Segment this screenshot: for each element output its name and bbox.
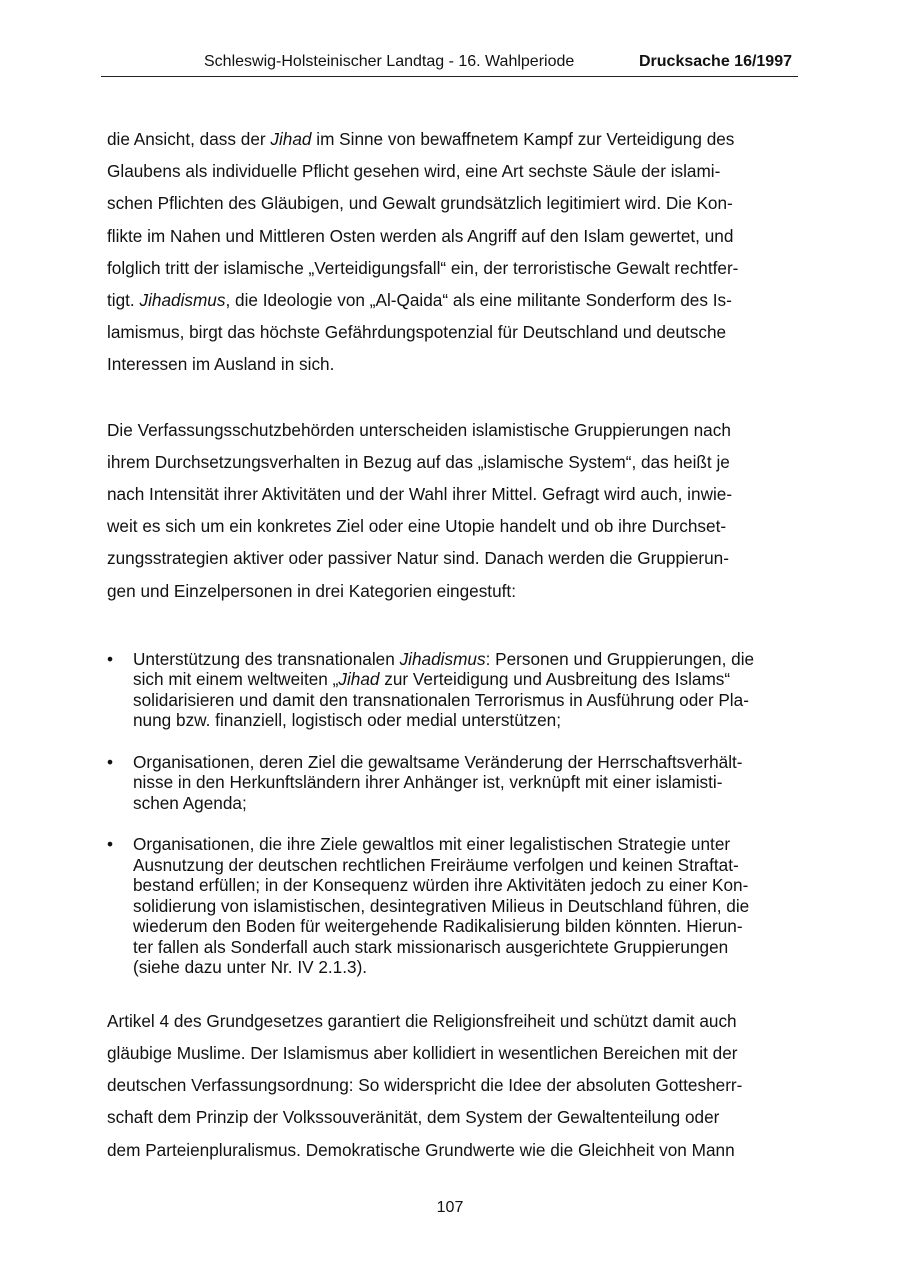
text-line: nisse in den Herkunftsländern ihrer Anhänger ist, verknüpft mit einer islamisti- [133, 772, 723, 793]
text-line: Ausnutzung der deutschen rechtlichen Freiräume verfolgen und keinen Straftat- [133, 854, 739, 875]
text-line: Organisationen, deren Ziel die gewaltsame Veränderung der Herrschaftsverhält- [133, 751, 743, 772]
text-line: schaft dem Prinzip der Volkssouveränität, dem System der Gewaltenteilung oder [107, 1107, 720, 1128]
bullet-icon: • [107, 751, 114, 772]
text-line: gen und Einzelpersonen in drei Kategorien eingestuft: [107, 580, 516, 601]
text-line: dem Parteienpluralismus. Demokratische Grundwerte wie die Gleichheit von Mann [107, 1139, 735, 1160]
text-line: Die Verfassungsschutzbehörden unterscheiden islamistische Gruppierungen nach [107, 419, 731, 440]
list-item [107, 649, 797, 731]
paragraph-jihad [107, 123, 797, 381]
paragraph-grundgesetz [107, 1005, 797, 1166]
text-line: (siehe dazu unter Nr. IV 2.1.3). [133, 957, 368, 978]
text-line: zungsstrategien aktiver oder passiver Natur sind. Danach werden die Gruppierun- [107, 548, 729, 569]
text-line: ihrem Durchsetzungsverhalten in Bezug auf das „islamische System“, das heißt je [107, 451, 730, 472]
list-item [107, 834, 797, 978]
text-line: lamismus, birgt das höchste Gefährdungspotenzial für Deutschland und deutsche [107, 322, 727, 343]
text-line: tigt. Jihadismus, die Ideologie von „Al-Qaida“ als eine militante Sonderform des Is- [107, 290, 732, 311]
text-line: weit es sich um ein konkretes Ziel oder eine Utopie handelt und ob ihre Durchset- [107, 516, 727, 537]
text-line: Interessen im Ausland in sich. [107, 354, 335, 375]
text-line: sich mit einem weltweiten „Jihad zur Verteidigung und Ausbreitung des Islams“ [133, 669, 731, 690]
page-body [107, 123, 797, 1166]
header-title: Schleswig-Holsteinischer Landtag - 16. Wahlperiode [204, 53, 575, 70]
text-line: gläubige Muslime. Der Islamismus aber kollidiert in wesentlichen Bereichen mit der [107, 1043, 738, 1064]
text-line: folglich tritt der islamische „Verteidigungsfall“ ein, der terroristische Gewalt rechtfer- [107, 257, 739, 278]
bullet-icon: • [107, 834, 114, 855]
text-line: flikte im Nahen und Mittleren Osten werden als Angriff auf den Islam gewertet, und [107, 225, 734, 246]
text-line: ter fallen als Sonderfall auch stark missionarisch ausgerichtete Gruppierungen [133, 936, 729, 957]
list-item [107, 752, 797, 814]
text-line: schen Pflichten des Gläubigen, und Gewalt grundsätzlich legitimiert wird. Die Kon- [107, 193, 733, 214]
text-line: die Ansicht, dass der Jihad im Sinne von bewaffnetem Kampf zur Verteidigung des [107, 129, 735, 149]
text-line: Artikel 4 des Grundgesetzes garantiert die Religionsfreiheit und schützt damit auch [107, 1010, 737, 1031]
text-line: solidierung von islamistischen, desintegrativen Milieus in Deutschland führen, die [133, 895, 750, 916]
text-line: solidarisieren und damit den transnationalen Terrorismus in Ausführung oder Pla- [133, 689, 749, 710]
text-line: Unterstützung des transnationalen Jihadismus: Personen und Gruppierungen, die [133, 648, 755, 669]
header-document-number: Drucksache 16/1997 [639, 53, 792, 70]
page-header [101, 52, 798, 77]
paragraph-categories [107, 414, 797, 607]
category-list [107, 649, 797, 978]
text-line: wiederum den Boden für weitergehende Radikalisierung bilden könnten. Hierun- [133, 916, 743, 937]
text-line: deutschen Verfassungsordnung: So widerspricht die Idee der absoluten Gottesherr- [107, 1075, 743, 1096]
text-line: schen Agenda; [133, 792, 247, 813]
bullet-icon: • [107, 648, 114, 669]
text-line: bestand erfüllen; in der Konsequenz würden ihre Aktivitäten jedoch zu einer Kon- [133, 875, 749, 896]
text-line: nach Intensität ihrer Aktivitäten und der Wahl ihrer Mittel. Gefragt wird auch, inwie- [107, 484, 733, 505]
text-line: Organisationen, die ihre Ziele gewaltlos mit einer legalistischen Strategie unter [133, 834, 731, 855]
page-number: 107 [436, 1199, 464, 1216]
text-line: nung bzw. finanziell, logistisch oder medial unterstützen; [133, 710, 562, 731]
text-line: Glaubens als individuelle Pflicht gesehen wird, eine Art sechste Säule der islami- [107, 161, 721, 182]
